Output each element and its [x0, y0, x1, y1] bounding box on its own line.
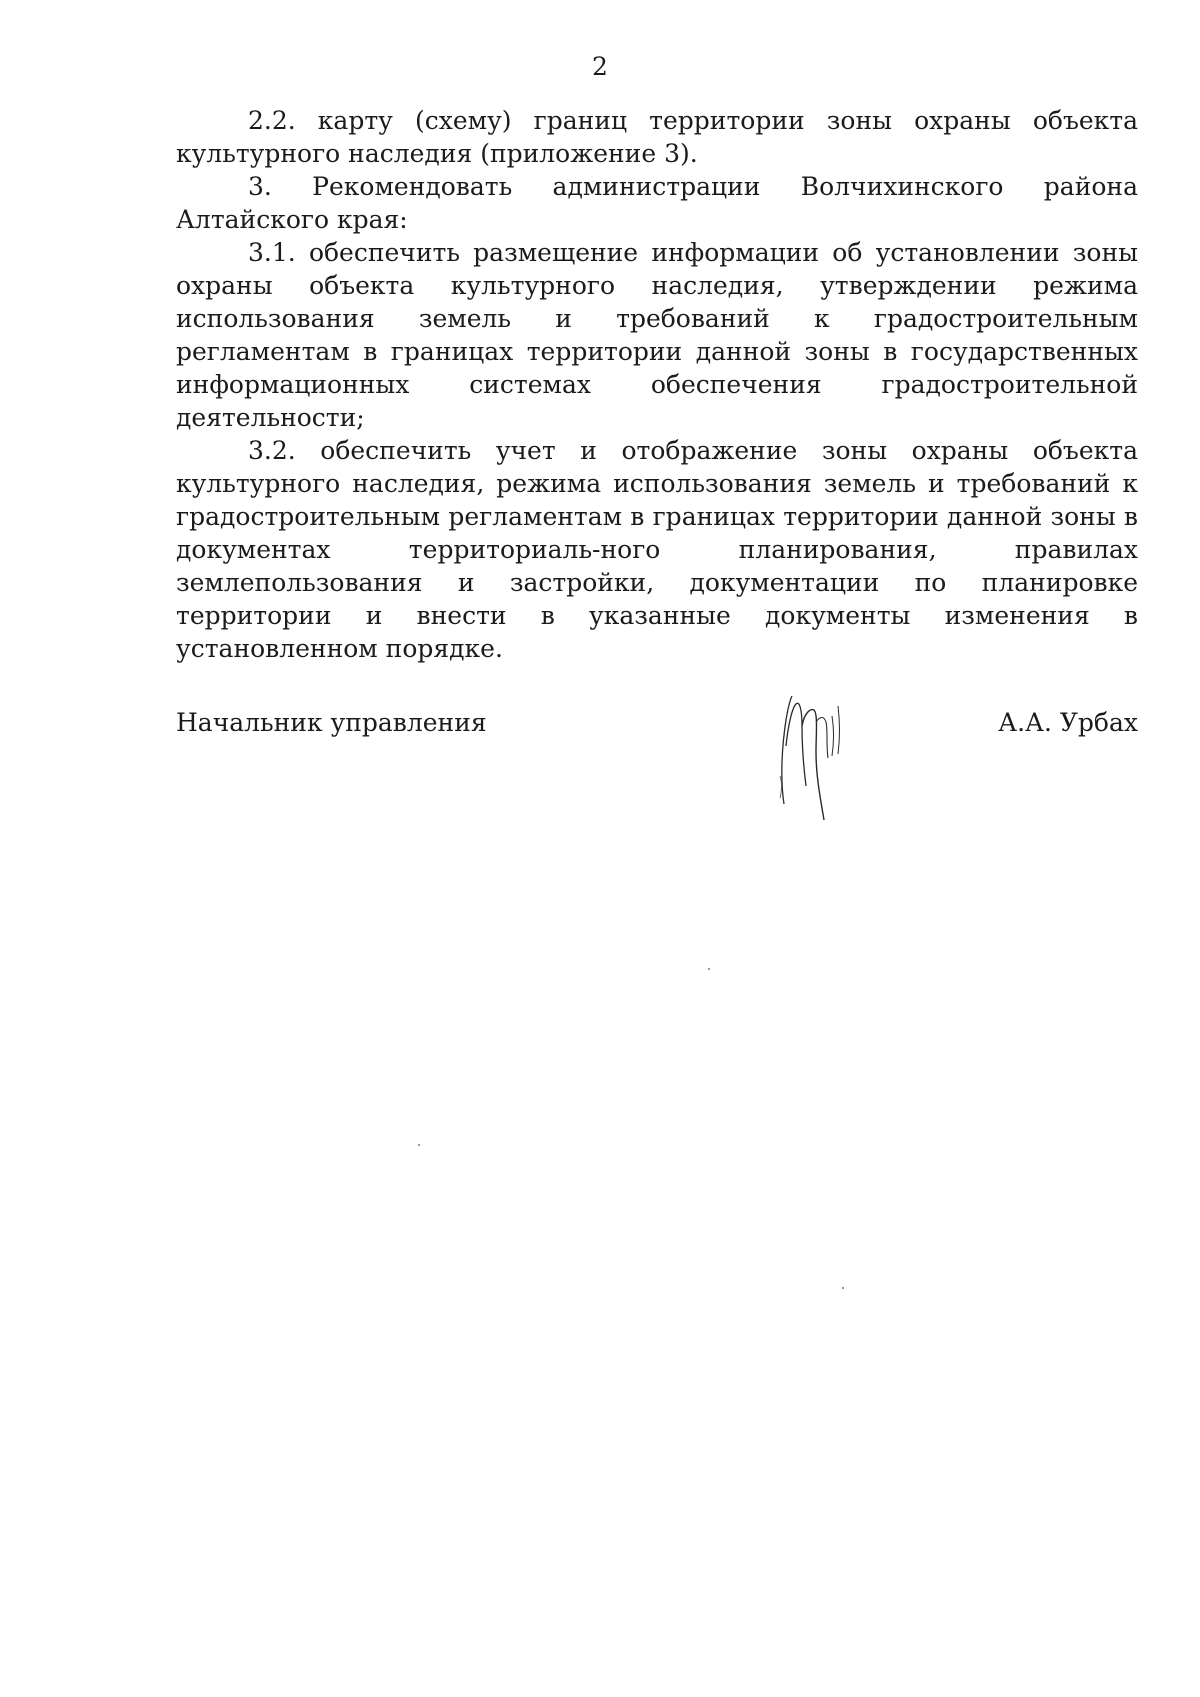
- scan-speck: [842, 1287, 844, 1289]
- scan-speck: [708, 968, 710, 970]
- signer-title: Начальник управления: [176, 708, 487, 737]
- paragraph-3-1: 3.1. обеспечить размещение информации об установлении зоны охраны объекта культурного наследия, утверждении режима использования земель и требований к градостроительным регламентам в границах территории данной зоны в государственных информационных системах обеспечения градостроительной деятельности;: [176, 238, 1138, 432]
- signer-name: А.А. Урбах: [998, 708, 1138, 737]
- signature-block: [176, 692, 1138, 842]
- paragraph-3-2: 3.2. обеспечить учет и отображение зоны охраны объекта культурного наследия, режима использования земель и требований к градостроительным регламентам в границах территории данной зоны в документах территориаль-ного планирования, правилах землепользования и застройки, документации по планировке территории и внести в указанные документы изменения в установленном порядке.: [176, 436, 1138, 663]
- handwritten-signature: [772, 686, 852, 826]
- page-number: 2: [592, 52, 608, 81]
- paragraph-3: 3. Рекомендовать администрации Волчихинского района Алтайского края:: [176, 172, 1138, 234]
- document-body: [176, 104, 1138, 665]
- scan-speck: [418, 1144, 420, 1146]
- paragraph-2-2: 2.2. карту (схему) границ территории зоны охраны объекта культурного наследия (приложение 3).: [176, 106, 1138, 168]
